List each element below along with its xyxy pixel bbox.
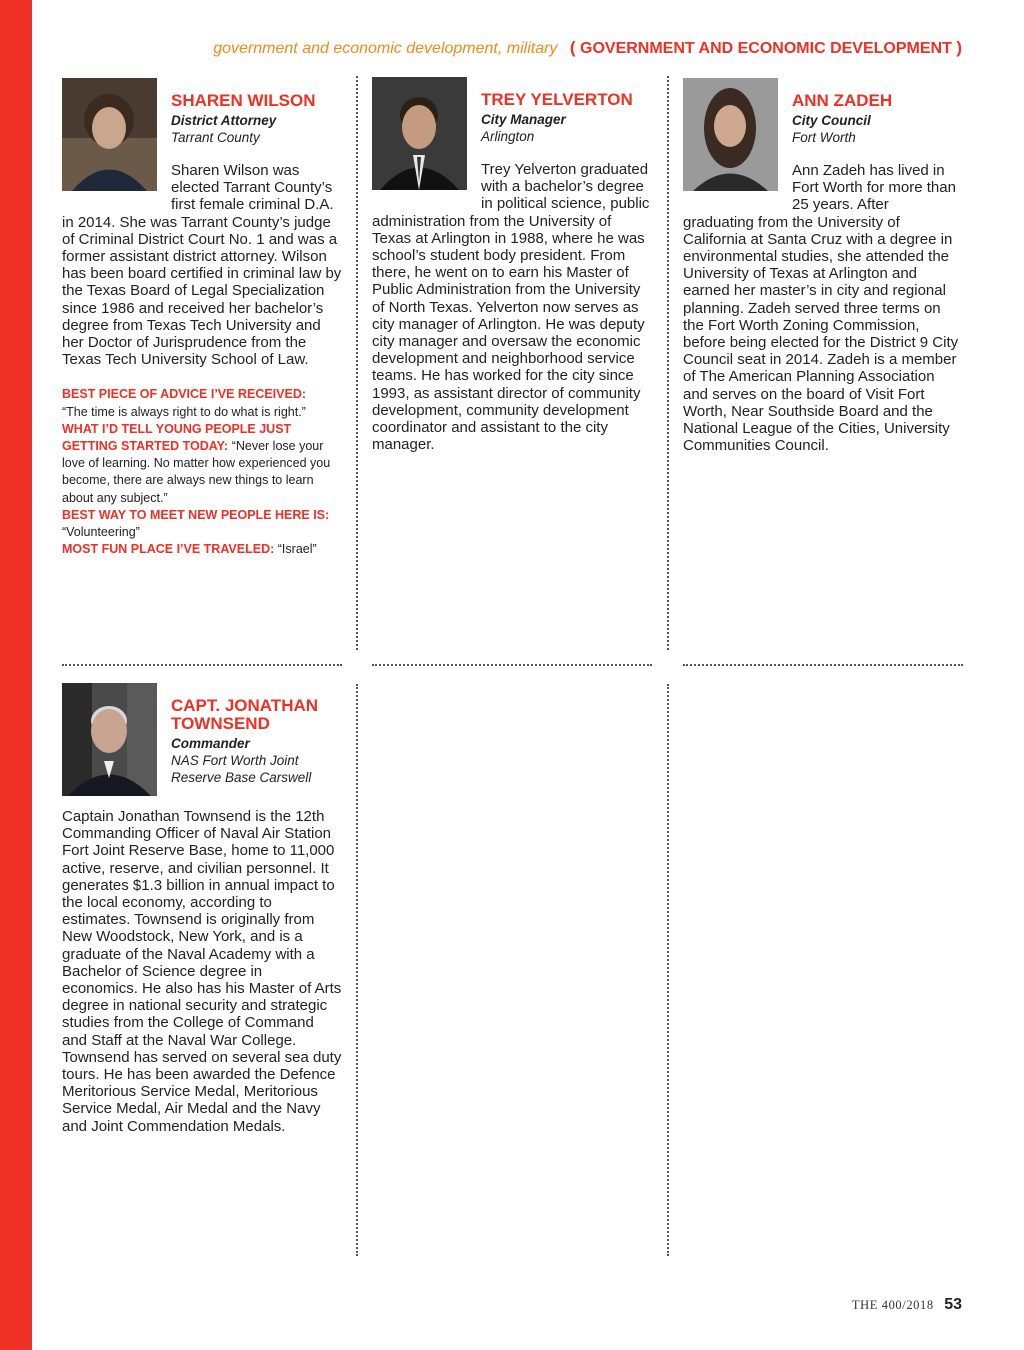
row-divider <box>372 664 652 666</box>
row-divider <box>62 664 342 666</box>
profile-title: City Council <box>792 113 871 128</box>
publication-label: THE 400/2018 <box>851 1298 934 1312</box>
profile-card-ann-zadeh <box>683 78 963 454</box>
profile-name: ANN ZADEH <box>792 91 893 110</box>
column-divider <box>667 76 669 650</box>
profile-organization: Arlington <box>481 129 535 144</box>
profile-card-jonathan-townsend <box>62 683 342 1135</box>
page-footer <box>852 1296 962 1314</box>
profile-name: SHAREN WILSON <box>171 91 316 110</box>
profile-bio: Captain Jonathan Townsend is the 12th Commanding Officer of Naval Air Station Fort Joint Reserve Base, home to 11,000 active, reserve, and civilian personnel. It generates $1.3 billion in annual impact to the local economy, according to estimates. Townsend is originally from New Woodstock, New York, and is a graduate of the Naval Academy with a Bachelor of Science degree in economics. He also has his Master of Arts degree in national security and strategic studies from the College of Command and Staff at the Naval War College. Townsend has served on several sea duty tours. He has been awarded the Defence Meritorious Service Medal, Meritorious Service Medal, Air Medal and the Navy and Joint Commendation Medals. <box>62 808 342 1135</box>
column-divider <box>667 684 669 1256</box>
qa-answer: “Never lose your love of learning. No matter how experienced you become, there are always new things to learn about any subject.” <box>62 439 331 505</box>
qa-answer: “Israel” <box>277 542 317 557</box>
qa-answer: “The time is always right to do what is right.” <box>62 404 306 419</box>
row-divider <box>683 664 963 666</box>
section-title: GOVERNMENT AND ECONOMIC DEVELOPMENT <box>580 40 952 57</box>
page-edge-bar <box>0 0 32 1350</box>
column-divider <box>356 76 358 650</box>
column-divider <box>356 684 358 1256</box>
profile-organization: Fort Worth <box>792 130 856 145</box>
portrait-woman-icon <box>683 78 778 191</box>
profile-card-sharen-wilson <box>62 78 342 558</box>
paren-open: ( <box>569 38 576 57</box>
profile-title: City Manager <box>481 112 566 127</box>
portrait-officer-icon <box>62 683 157 796</box>
qa-answer: “Volunteering” <box>62 525 140 540</box>
portrait-man-icon <box>372 77 467 190</box>
profile-organization: NAS Fort Worth Joint Reserve Base Carswell <box>171 753 312 785</box>
profile-bio: Ann Zadeh has lived in Fort Worth for more than 25 years. After graduating from the University of California at Santa Cruz with a degree in environmental studies, she attended the University of Texas at Arlington and earned her master’s in city and regional planning. Zadeh served three terms on the Fort Worth Zoning Commission, before being elected for the District 9 City Council seat in 2014. Zadeh is a member of The American Planning Association and serves on the board of Visit Fort Worth, Near Southside Board and the National League of the Cities, University Communities Council. <box>683 162 959 455</box>
profile-bio: Sharen Wilson was elected Tarrant County’s first female criminal D.A. in 2014. She was Tarrant County’s judge of Criminal District Court No. 1 and was a former assistant district attorney. Wilson has been board certified in criminal law by the Texas Board of Legal Specialization since 1986 and received her bachelor’s degree from Texas Tech University and her Doctor of Jurisprudence from the Texas Tech University School of Law. <box>62 162 342 369</box>
profile-qa <box>62 386 342 558</box>
qa-question: BEST PIECE OF ADVICE I’VE RECEIVED: <box>62 387 307 402</box>
qa-question: BEST WAY TO MEET NEW PEOPLE HERE IS: <box>62 507 330 522</box>
profile-bio: Trey Yelverton graduated with a bachelor’s degree in political science, public administration from the University of Texas at Arlington in 1988, where he was school’s student body president. From there, he went on to earn his Master of Public Administration from the University of North Texas. Yelverton now serves as city manager of Arlington. He was deputy city manager and oversaw the economic development and neighborhood service teams. He has worked for the city since 1993, as assistant director of community development, community development coordinator and assistant to the city manager. <box>372 161 650 454</box>
profile-name: TREY YELVERTON <box>481 90 633 109</box>
section-header <box>213 38 962 58</box>
qa-question: WHAT I’D TELL YOUNG PEOPLE JUST GETTING STARTED TODAY: <box>62 421 292 454</box>
profile-title: Commander <box>171 736 250 751</box>
profile-card-trey-yelverton <box>372 77 652 453</box>
profile-organization: Tarrant County <box>171 130 260 145</box>
page-number: 53 <box>944 1296 962 1313</box>
profile-title: District Attorney <box>171 113 277 128</box>
subsection-label: government and economic development, military <box>213 40 558 57</box>
qa-question: MOST FUN PLACE I’VE TRAVELED: <box>62 542 275 557</box>
portrait-woman-icon <box>62 78 157 191</box>
profile-name: CAPT. JONATHAN TOWNSEND <box>171 696 319 733</box>
paren-close: ) <box>956 38 962 57</box>
